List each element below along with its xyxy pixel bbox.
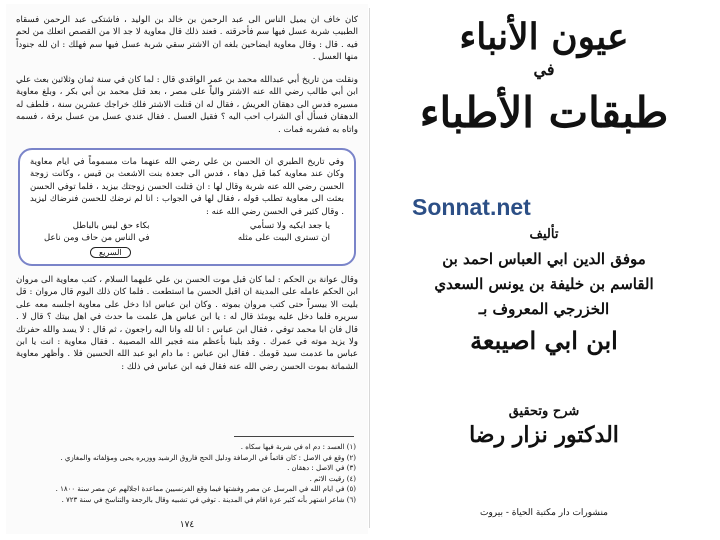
footnote: (٦) شاعر اشتهر بأنه كثير عزة اقام في المدينة . توفي في تشبيه وقال بالرجعة والتناسخ في سنة ٧٢٣ . xyxy=(61,495,356,504)
highlight-text: وفي تاريخ الطبري ان الحسن بن علي رضي الله عنهما مات مسموماً في ايام معاوية وكان عند معاوية كما قيل دهاء ، فدس الى جعدة بنت الاشعث بن قيس ، وكانت زوجة الحسن رضي الله عنه شربة وقال لها : ان قتلت الحسن زوجتك بيزيد ، فلما توفي الحسن بعثت الى معاوية تطلب قوله ، فقال لها في الجواب : انا لم نرضك للحسن فنرضاك ليزيد . وقال كثير في الحسن رضي الله عنه : xyxy=(30,157,344,217)
left-page xyxy=(6,4,368,534)
author-label: تأليف xyxy=(529,227,559,242)
watermark-text: Sonnat.net xyxy=(412,194,531,220)
poem-line: في الناس من حاف ومن ناعل xyxy=(44,233,150,244)
paragraph-2: ونقلت من تاريخ أبي عبدالله محمد بن عمر الواقدي قال : لما كان في سنة ثمان وثلاثين بعث علي ابن أبي طالب رضي الله عنه الاشتر والياً على مصر ، بعد قتل محمد بن أبي بكر ، وبلغ معاوية مسيره فدس الى دهقان العريش ، فقال له ان قتلت الاشتر فلك خراجك عشرين سنة ، فلطف له الدهقان فسأل أي الشراب احب اليه ؟ فقيل العسل . فقال عندي عسل من عسل برقة ، فسمه واتاه به فشربه فمات . xyxy=(16,75,358,135)
footnote: (١) العسد : دم اه في شربة فيها سكاه . xyxy=(240,443,356,451)
footnote: (٣) في الاصل : دهقان . xyxy=(287,464,356,472)
book-title-line-1: عيون الأنباء xyxy=(459,16,629,58)
page-number: ١٧٤ xyxy=(179,520,195,530)
author-line: موفق الدين ابي العباس احمد بن xyxy=(442,250,646,268)
highlighted-passage xyxy=(18,148,356,266)
footnote: (٢) وقع في الاصل : كان قائماً في الرصافة ودليل الحج فاروق الرشيد ووزيره يحيى ومؤلفاته والمغازي . xyxy=(60,453,356,462)
poem-line: يا جعد ابكيه ولا تسأمي xyxy=(249,221,330,232)
editor-block xyxy=(372,404,716,451)
author-line: الخزرجي المعروف بـ xyxy=(478,300,610,318)
author-block xyxy=(388,222,700,360)
poem-verses xyxy=(26,218,348,245)
meter-tag: السريع xyxy=(90,247,131,258)
poem-line: بكاء حق ليس بالباطل xyxy=(72,221,150,232)
book-title-line-2: طبقات الأطباء xyxy=(419,88,669,137)
author-famous-name: ابن ابي اصيبعة xyxy=(470,326,618,355)
paragraph-1: كان خاف ان يميل الناس الى عبد الرحمن بن خالد بن الوليد ، فاشتكى عبد الرحمن فسقاه الطبيب شربة عسل فيها سم فأحرقته . فعند ذلك قال معاوية لا جد الا من القصص اتعلك من لحم فيه . قال : وقال معاوية ايضاحين بلغه ان الاشتر سقي شربة عسل فيها سم فهلك : ان لله جنوداً منها العسل . xyxy=(16,15,358,63)
editor-label: شرح وتحقيق xyxy=(508,404,580,419)
title-page xyxy=(372,4,716,534)
footnote: (٤) رقيت الاثم . xyxy=(309,474,356,483)
footnote: (٥) في ايام الله في المرسل عن مصر وفشتها فيما وقع الفرنسيين مماعدة اجلالهم عن مصر سنة ١٨٠٠ . xyxy=(55,485,356,493)
author-line: القاسم بن خليفة بن يونس السعدي xyxy=(434,275,654,293)
publisher-line: منشورات دار مكتبة الحياة - بيروت xyxy=(479,508,608,518)
poem-line: ان تسترى البيت على مثله xyxy=(237,233,330,244)
page-gutter xyxy=(369,8,370,528)
editor-name: الدكتور نزار رضا xyxy=(469,422,619,448)
book-title-conjunction: في xyxy=(533,60,555,79)
poem-left-hemistichs xyxy=(44,220,150,245)
footnote-divider xyxy=(234,436,354,437)
paragraph-3: وقال عوانة بن الحكم : لما كان قبل موت الحسن بن علي عليهما السلام ، كتب معاوية الى مروان ابن الحكم عامله على المدينة ان اقبل الحسن ما استطعت . فلما كان ذلك اليوم قال مروان : قل بليت الا بيسراً حتى كتب مروان بموته . وكان ابن عباس اذا دخل على معاوية اجلسه معه على سريره فلما دخل عليه يومئذ قال له : يا ابن عباس هل علمت ما حدث في اهل بيتك ؟ قال لا . قال فان ابا محمد توفي ، فقال ابن عباس : انا لله وانا اليه راجعون ، ثم قال : لا يسد والله حفرتك ولا يزيد موته في عمرك . وقد بلينا بأعظم منه فجبر الله المصيبة . فقال معاوية : انت يا ابن عباس ما عدمت سيد قومك . فقال ابن عباس : ما دام ابو عبد الله الحسين فلا . وأظهر معاوية الشماتة بموت الحسن رضي الله عنه فقال فيه ابن عباس في ذلك : xyxy=(16,275,358,372)
footnotes xyxy=(6,442,368,505)
poem-right-hemistichs xyxy=(238,220,330,245)
